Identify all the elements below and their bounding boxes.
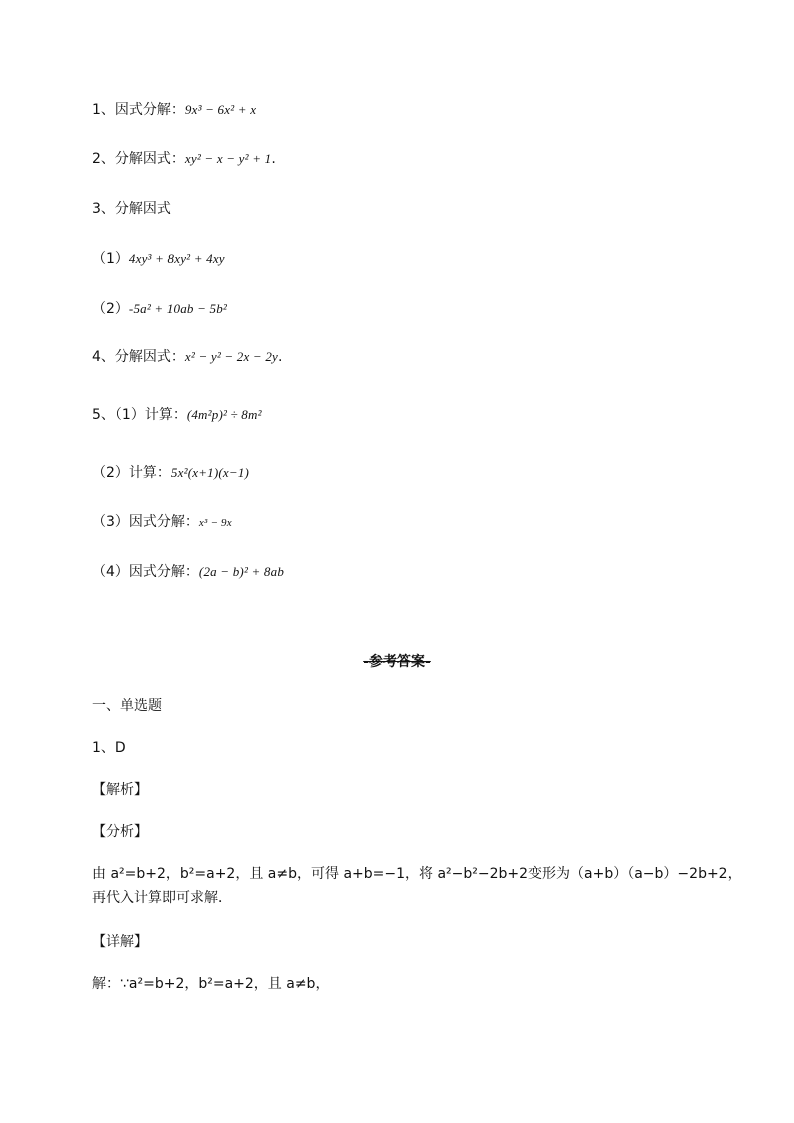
question-5-part-2 <box>92 463 249 483</box>
fenxi-tag: 【分析】 <box>92 824 148 840</box>
question-3-part-1 <box>92 249 225 269</box>
question-5-part-2-label: （2）计算： <box>92 465 171 481</box>
question-3 <box>92 199 171 219</box>
question-5-part-3 <box>92 512 232 533</box>
analysis-tag: 【解析】 <box>92 782 148 798</box>
question-4-expr: x² − y² − 2x − 2y <box>184 349 279 364</box>
question-1-label: 1、因式分解： <box>92 102 185 118</box>
answer-item-1: 1、D <box>92 740 126 756</box>
fenxi-text: 由 a²=b+2，b²=a+2，且 a≠b，可得 a+b=−1，将 a²−b²−2b+2变形为（a+b）（a−b）−2b+2，再代入计算即可求解． <box>92 866 742 906</box>
question-5-part-4 <box>92 562 284 582</box>
question-1 <box>92 100 256 120</box>
question-4-tail: . <box>278 349 283 365</box>
xiangjie-text: 解：∵a²=b+2，b²=a+2，且 a≠b， <box>92 976 330 992</box>
question-4 <box>92 347 282 367</box>
question-3-part-2 <box>92 299 227 319</box>
question-5-part-1 <box>92 405 262 425</box>
question-4-label: 4、分解因式： <box>92 349 185 365</box>
question-3-label: 3、分解因式 <box>92 201 171 217</box>
question-3-part-2-expr: -5a² + 10ab − 5b² <box>128 301 227 316</box>
question-2-expr: xy² − x − y² + 1 <box>184 151 272 166</box>
question-2 <box>92 149 276 169</box>
question-5-part-3-expr: x³ − 9x <box>198 517 232 529</box>
question-2-tail: . <box>271 151 276 167</box>
question-2-label: 2、分解因式： <box>92 151 185 167</box>
answers-title: -参考答案- <box>363 654 431 670</box>
question-3-part-1-expr: 4xy³ + 8xy² + 4xy <box>128 251 225 266</box>
question-3-part-1-label: （1） <box>92 251 129 267</box>
question-1-expr: 9x³ − 6x² + x <box>184 102 257 117</box>
answers-section-heading: 一、单选题 <box>92 698 162 714</box>
xiangjie-tag: 【详解】 <box>92 934 148 950</box>
question-5-part-4-label: （4）因式分解： <box>92 564 199 580</box>
question-5-part-2-expr: 5x²(x+1)(x−1) <box>170 465 250 480</box>
question-3-part-2-label: （2） <box>92 301 129 317</box>
question-5-part-1-expr: (4m²p)² ÷ 8m² <box>186 407 262 422</box>
question-5-part-3-label: （3）因式分解： <box>92 514 199 530</box>
question-5-part-1-label: 5、（1）计算： <box>92 407 187 423</box>
question-5-part-4-expr: (2a − b)² + 8ab <box>198 564 285 579</box>
